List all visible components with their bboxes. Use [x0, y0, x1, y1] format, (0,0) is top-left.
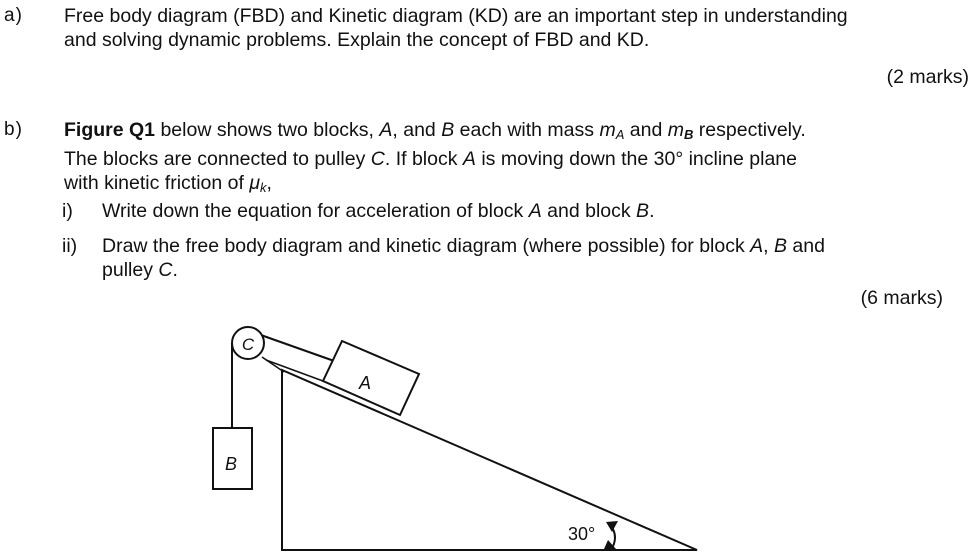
text-run: The blocks are connected to pulley: [64, 148, 371, 170]
subscript-b: B: [684, 127, 694, 142]
part-a-label: a): [4, 5, 23, 26]
text-run: Draw the free body diagram and kinetic diagram (where possible) for block: [102, 235, 751, 257]
text-run: Write down the equation for acceleration of block: [102, 200, 529, 222]
text-run: and: [787, 235, 825, 257]
rope-to-block-a: [258, 334, 337, 362]
text-run: below shows two blocks,: [155, 119, 380, 141]
text-run: respectively.: [693, 119, 806, 141]
text-run: with kinetic friction of: [64, 172, 250, 194]
text-run: each with mass: [454, 119, 600, 141]
part-b-marks: (6 marks): [860, 287, 943, 309]
text-run: and block: [541, 200, 637, 222]
part-a-marks: (2 marks): [886, 66, 969, 88]
variable-b: B: [441, 119, 455, 141]
text-run: ,: [763, 235, 774, 257]
variable-a: A: [750, 235, 764, 257]
incline-plane: [282, 370, 697, 550]
pulley-support: [262, 357, 284, 372]
text-run: .: [172, 259, 178, 281]
part-b-label: b): [4, 119, 23, 140]
angle-arrow-up-icon: [606, 521, 618, 532]
variable-b: B: [636, 200, 650, 222]
pulley-label: C: [241, 335, 255, 354]
text-run: .: [649, 200, 655, 222]
variable-a: A: [462, 148, 476, 170]
figure-reference: Figure Q1: [64, 119, 156, 141]
mass-symbol: m: [599, 119, 616, 141]
text-run: ,: [266, 172, 272, 194]
angle-label: 30°: [568, 524, 596, 544]
variable-b: B: [774, 235, 788, 257]
block-b-label: B: [224, 454, 238, 474]
part-a-line-1: Free body diagram (FBD) and Kinetic diagram (KD) are an important step in understanding: [64, 5, 848, 27]
rope-to-block-a-lower: [266, 360, 323, 381]
text-run: , and: [392, 119, 442, 141]
subscript-a: A: [615, 127, 625, 142]
sub-i-label: i): [62, 200, 73, 222]
variable-c: C: [158, 259, 173, 281]
block-a-label: A: [358, 373, 372, 393]
subscript-k: k: [260, 180, 267, 195]
text-run: is moving down the 30° incline plane: [475, 148, 797, 170]
text-run: pulley: [102, 259, 159, 281]
variable-a: A: [379, 119, 393, 141]
text-run: and: [624, 119, 668, 141]
part-a-line-2: and solving dynamic problems. Explain the concept of FBD and KD.: [64, 29, 650, 51]
sub-ii-label: ii): [62, 235, 78, 257]
variable-c: C: [370, 148, 385, 170]
variable-a: A: [528, 200, 542, 222]
mass-symbol: m: [667, 119, 684, 141]
friction-symbol: μ: [249, 172, 261, 194]
text-run: . If block: [384, 148, 463, 170]
